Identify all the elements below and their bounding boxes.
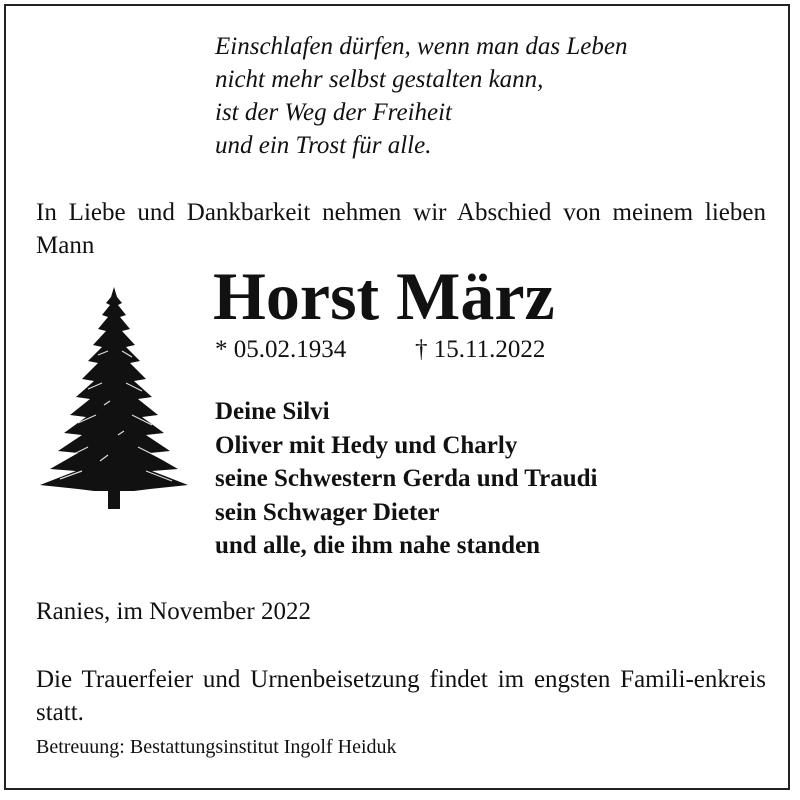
mourner-line: Oliver mit Hedy und Charly [215,431,518,459]
death-date: † 15.11.2022 [415,336,546,363]
life-dates [215,334,546,366]
poem-line: ist der Weg der Freiheit [215,99,452,126]
deceased-name: Horst März [213,258,555,334]
fir-tree-icon [38,285,190,513]
birth-date: * 05.02.1934 [215,336,347,363]
poem [215,30,627,162]
mourner-line: sein Schwager Dieter [215,498,440,526]
poem-line: nicht mehr selbst gestalten kann, [215,66,544,93]
ceremony-notice: Die Trauerfeier und Urnenbeisetzung findet im engsten Famili-enkreis statt. [36,666,766,726]
mourners-list [215,395,597,563]
place-and-date: Ranies, im November 2022 [36,598,311,625]
undertaker-credit: Betreuung: Bestattungsinstitut Ingolf Heiduk [36,736,397,758]
poem-line: und ein Trost für alle. [215,132,432,159]
mourner-line: seine Schwestern Gerda und Traudi [215,465,598,492]
intro-text: In Liebe und Dankbarkeit nehmen wir Abschied von meinem lieben Mann [36,199,766,259]
poem-line: Einschlafen dürfen, wenn man das Leben [215,33,628,60]
mourner-line: Deine Silvi [215,398,330,425]
mourner-line: und alle, die ihm nahe standen [215,532,541,559]
